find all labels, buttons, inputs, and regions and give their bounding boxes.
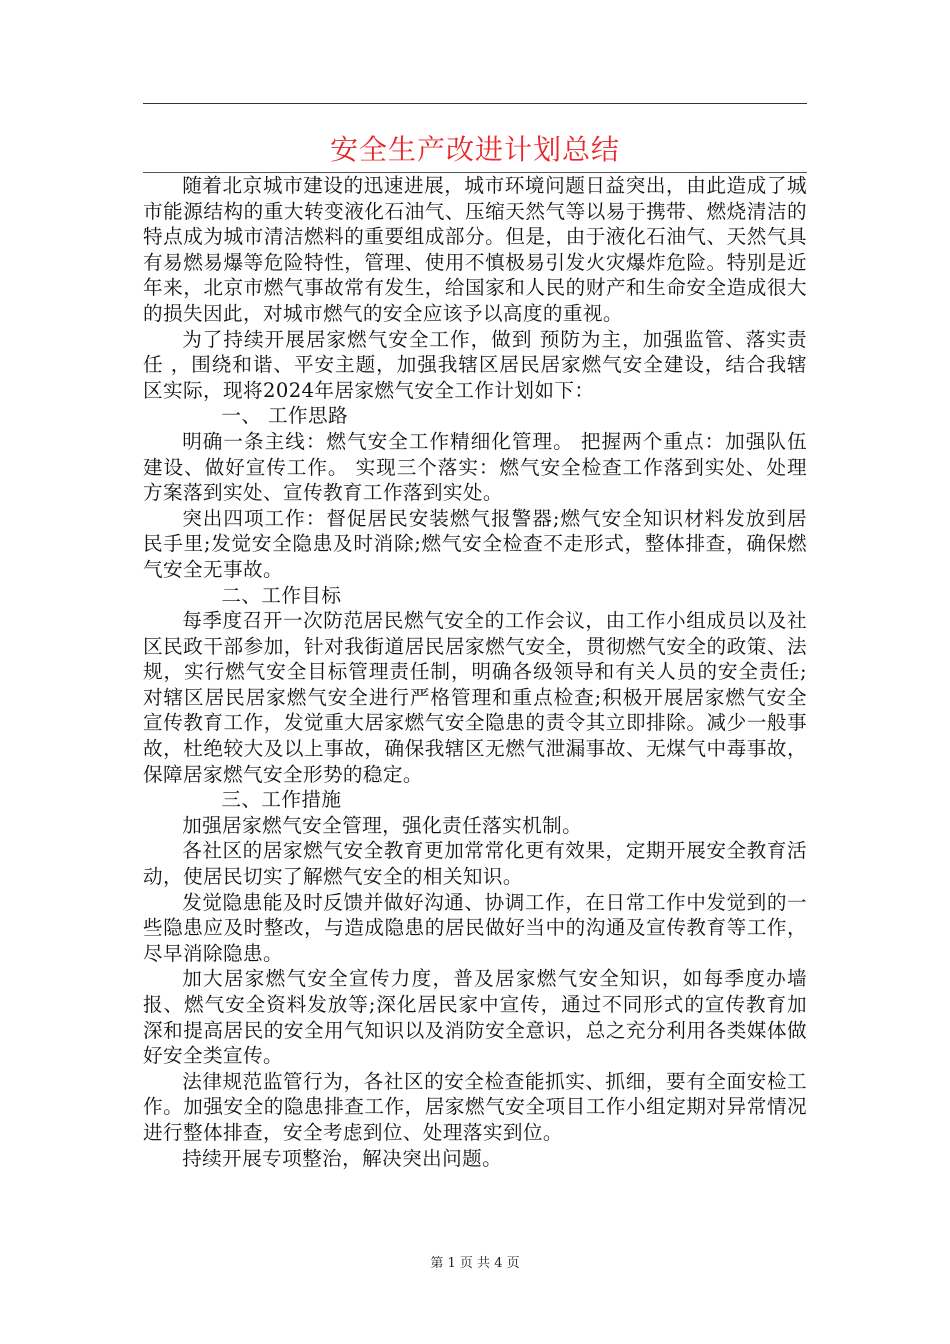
- document-title: 安全生产改进计划总结: [329, 133, 620, 166]
- body-paragraph: 各社区的居家燃气安全教育更加常常化更有效果，定期开展安全教育活动，使居民切实了解燃气安全的相关知识。: [143, 839, 807, 889]
- body-paragraph: 持续开展专项整治，解决突出问题。: [182, 1146, 503, 1170]
- body-paragraph: 为了持续开展居家燃气安全工作，做到 预防为主，加强监管、落实责任 ，围绕和谐、平安主题，加强我辖区居民居家燃气安全建设，结合我辖区实际，现将2024年居家燃气安全工作计划如下：: [143, 327, 807, 402]
- section-heading: 一、 工作思路: [221, 404, 348, 428]
- body-paragraph: 每季度召开一次防范居民燃气安全的工作会议，由工作小组成员以及社区民政干部参加，针对我街道居民居家燃气安全，贯彻燃气安全的政策、法规，实行燃气安全目标管理责任制，明确各级领导和有关人员的安全责任;对辖区居民居家燃气安全进行严格管理和重点检查;积极开展居家燃气安全宣传教育工作，发觉重大居家燃气安全隐患的责令其立即排除。减少一般事故，杜绝较大及以上事故，确保我辖区无燃气泄漏事故、无煤气中毒事故，保障居家燃气安全形势的稳定。: [143, 609, 807, 786]
- body-paragraph: 加强居家燃气安全管理，强化责任落实机制。: [182, 813, 583, 837]
- page-number: 第 1 页 共 4 页: [430, 1256, 520, 1271]
- document-body: [143, 173, 807, 1171]
- header-rule: [143, 103, 807, 104]
- section-heading: 二、工作目标: [221, 583, 342, 607]
- body-paragraph: 法律规范监管行为，各社区的安全检查能抓实、抓细，要有全面安检工作。加强安全的隐患排查工作，居家燃气安全项目工作小组定期对异常情况进行整体排查，安全考虑到位、处理落实到位。: [143, 1069, 807, 1144]
- body-paragraph: 加大居家燃气安全宣传力度，普及居家燃气安全知识，如每季度办墙报、燃气安全资料发放等;深化居民家中宣传，通过不同形式的宣传教育加深和提高居民的安全用气知识以及消防安全意识，总之充分利用各类媒体做好安全类宣传。: [143, 967, 807, 1068]
- body-paragraph: 发觉隐患能及时反馈并做好沟通、协调工作，在日常工作中发觉到的一些隐患应及时整改，与造成隐患的居民做好当中的沟通及宣传教育等工作，尽早消除隐患。: [143, 890, 807, 965]
- body-paragraph: 随着北京城市建设的迅速进展，城市环境问题日益突出，由此造成了城市能源结构的重大转变液化石油气、压缩天然气等以易于携带、燃烧清洁的特点成为城市清洁燃料的重要组成部分。但是，由于液化石油气、天然气具有易燃易爆等危险特性，管理、使用不慎极易引发火灾爆炸危险。特别是近年来，北京市燃气事故常有发生，给国家和人民的财产和生命安全造成很大的损失因此，对城市燃气的安全应该予以高度的重视。: [143, 174, 807, 325]
- body-paragraph: 明确一条主线：燃气安全工作精细化管理。 把握两个重点：加强队伍建设、做好宣传工作。 实现三个落实：燃气安全检查工作落到实处、处理方案落到实处、宣传教育工作落到实处。: [143, 429, 807, 505]
- section-heading: 三、工作措施: [221, 788, 342, 812]
- body-paragraph: 突出四项工作：督促居民安装燃气报警器;燃气安全知识材料发放到居民手里;发觉安全隐患及时消除;燃气安全检查不走形式，整体排查，确保燃气安全无事故。: [143, 506, 807, 581]
